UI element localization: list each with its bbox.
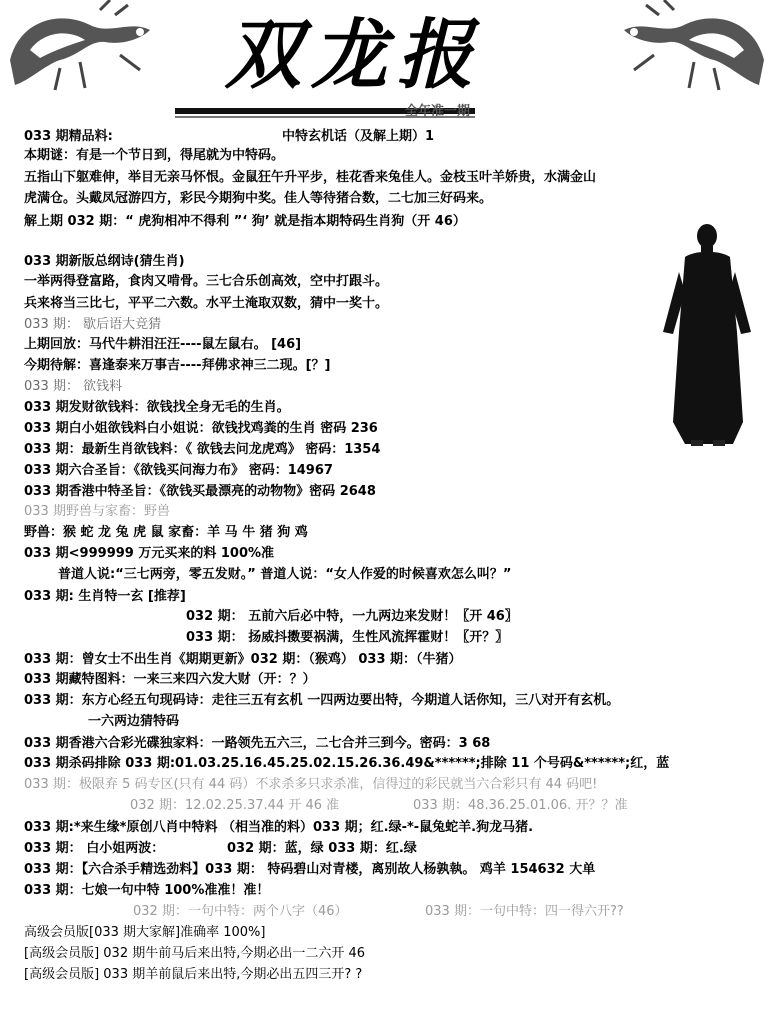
line-37b: 033 期：一句中特：四一得六开??: [425, 904, 624, 919]
line-33: 033 期:*来生缘*原创八肖中特料 （相当准的料）033 期；红.绿-*-鼠兔蛇羊.狗龙马猪.: [24, 820, 534, 835]
line-36: 033 期：七娘一句中特 100%准准！准！: [24, 883, 270, 898]
line-29: 033 期香港六合彩光碟独家料：一路领先五六三，二七合并三到今。密码：3 68: [24, 736, 491, 751]
person-figure-icon: [655, 222, 760, 447]
line-27: 033 期：东方心经五句现码诗：走往三五有玄机 一四两边要出特，今期道人话你知，三八对开有玄机。: [24, 693, 620, 708]
line-24: 033 期： 扬威抖擞要祸满，生性风流挥霍财！〖开？〗: [186, 630, 509, 645]
line-34: 033 期： 白小姐两波：: [24, 841, 165, 856]
line-1-title: 中特玄机话（及解上期）1: [282, 129, 435, 144]
line-16: 033 期六合圣旨：《欲钱买问海力布》 密码：14967: [24, 463, 333, 478]
line-40: [高级会员版] 033 期羊前鼠后来出特,今期必出五四三开? ?: [24, 967, 363, 982]
line-19: 野兽：猴 蛇 龙 兔 虎 鼠 家畜：羊 马 牛 猪 狗 鸡: [24, 525, 308, 540]
line-1b: [282, 128, 434, 146]
line-32: 032 期：12.02.25.37.44 开 46 准: [130, 798, 340, 813]
line-20: 033 期<999999 万元买来的料 100%准: [24, 546, 275, 561]
line-38: 高级会员版[033 期大家解]准确率 100%]: [24, 925, 266, 940]
line-32b: 033 期：48.36.25.01.06. 开？？准: [413, 798, 628, 813]
line-8: 兵来将当三比七，平平二六数。水平土淹取双数，猜中一奖十。: [24, 296, 389, 311]
line-39: [高级会员版] 032 期牛前马后来出特,今期必出一二六开 46: [24, 946, 366, 961]
line-6: 033 期新版总纲诗(猜生肖): [24, 254, 185, 269]
line-26: 033 期藏特图料：一来三来四六发大财（开：？）: [24, 672, 316, 687]
line-17: 033 期香港中特圣旨：《欲钱买最漂亮的动物物》密码 2648: [24, 484, 376, 499]
line-21: 普道人说:“三七两旁，零五发财。” 普道人说：“女人作爱的时候喜欢怎么叫？”: [58, 567, 512, 582]
line-18: 033 期野兽与家畜：野兽: [24, 504, 170, 519]
line-25: 033 期：曾女士不出生肖《期期更新》032 期：（猴鸡） 033 期：（牛猪）: [24, 652, 462, 667]
line-4: 虎满仓。头戴凤冠游四方，彩民今期狗中奖。佳人等待猪合数，二七加三好码来。: [24, 191, 493, 206]
line-22: 033 期: 生肖特一玄 [推荐]: [24, 589, 186, 604]
line-10: 上期回放：马代牛耕泪汪汪----鼠左鼠右。 [46]: [24, 337, 302, 352]
page-subtitle: 全年准一期: [405, 104, 471, 119]
dragon-right-icon: [605, 0, 774, 98]
line-12: 033 期： 欲钱料: [24, 379, 123, 394]
line-35: 033 期：【六合杀手精选劲料】033 期： 特码碧山对青楼，离别故人杨孰執。 鸡羊 154632 大单: [24, 862, 596, 877]
line-11: 今期待解：喜逢泰来万事吉----拜佛求神三二现。[？]: [24, 358, 331, 373]
line-37: 032 期：一句中特：两个八字（46）: [133, 904, 348, 919]
line-2: 本期谜：有是一个节日到，得尾就为中特码。: [24, 148, 285, 163]
line-9: 033 期： 歇后语大竞猜: [24, 317, 162, 332]
page-title: 双龙报: [225, 10, 483, 99]
line-30: 033 期杀码排除 033 期:01.03.25.16.45.25.02.15.26.36.49&******;排除 11 个号码&******;红，蓝: [24, 756, 670, 771]
line-34b: 032 期：蓝，绿 033 期：红.绿: [227, 841, 417, 856]
line-1: [24, 128, 113, 146]
line-5: 解上期 032 期：“ 虎狗相冲不得利 ”‘ 狗’ 就是指本期特码生肖狗（开 46）: [24, 214, 466, 229]
line-7: 一举两得登富路，食肉又啃骨。三七合乐创高效，空中打跟斗。: [24, 274, 389, 289]
line-13: 033 期发财欲钱料：欲钱找全身无毛的生肖。: [24, 400, 290, 415]
line-1-label: 033 期精品料:: [24, 129, 113, 144]
dragon-left-icon: [0, 0, 165, 98]
line-23: 032 期： 五前六后必中特，一九两边来发财！〖开 46〗: [186, 609, 518, 624]
line-3: 五指山下躯难伸，举目无亲马怀恨。金鼠狂午升平步，桂花香来兔佳人。金枝玉叶羊娇贵，水满金山: [24, 170, 597, 185]
line-15: 033 期：最新生肖欲钱料：《 欲钱去问龙虎鸡》 密码：1354: [24, 442, 381, 457]
line-28: 一六两边猜特码: [88, 714, 180, 729]
line-31: 033 期：极限弃 5 码专区(只有 44 码）不求杀多只求杀准，信得过的彩民就当六合彩只有 44 码吧!: [24, 777, 598, 792]
line-14: 033 期白小姐欲钱料白小姐说：欲钱找鸡粪的生肖 密码 236: [24, 421, 378, 436]
